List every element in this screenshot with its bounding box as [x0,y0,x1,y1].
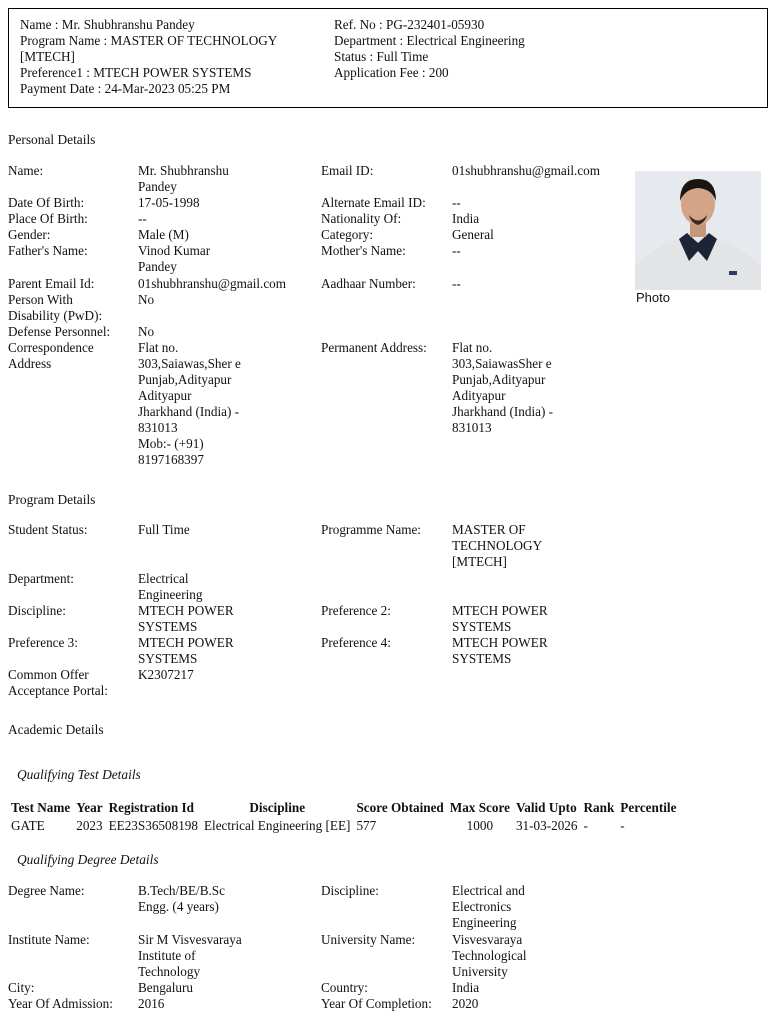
email-value: 01shubhranshu@gmail.com [452,163,601,178]
value-line: SYSTEMS [452,651,512,666]
cell-rank: - [583,818,588,833]
photo-caption: Photo [636,290,670,305]
preference-4-label: Preference 4: [321,635,391,650]
preference-3-label: Preference 3: [8,635,78,650]
col-year: Year [76,800,103,815]
address-line: Adityapur [452,388,506,403]
value-line: Electronics [452,899,512,914]
mother-name-value: -- [452,243,461,258]
header-preference1: Preference1 : MTECH POWER SYSTEMS [20,65,252,80]
department-value [138,571,202,603]
col-rank: Rank [583,800,615,815]
address-line: Punjab,Adityapur [452,372,546,387]
col-valid-upto: Valid Upto [515,800,577,815]
gender-value: Male (M) [138,227,189,242]
header-payment-date: Payment Date : 24-Mar-2023 05:25 PM [20,81,231,96]
dob-value: 17-05-1998 [138,195,200,210]
coap-value: K2307217 [138,667,194,682]
cell-registration-id: EE23S36508198 [108,818,198,833]
correspondence-address-value [138,340,241,468]
pwd-label: Person With Disability (PwD): [8,292,103,323]
value-line: MTECH POWER [452,635,548,650]
col-max-score: Max Score [449,800,510,815]
value-line: Technology [138,964,201,979]
degree-name-value [138,883,225,915]
address-line: Flat no. [452,340,493,355]
address-line: Mob:- (+91) [138,436,204,451]
institute-name-value [138,932,242,980]
city-label: City: [8,980,35,995]
programme-name-value [452,522,542,570]
degree-name-label: Degree Name: [8,883,85,898]
pob-label: Place Of Birth: [8,211,88,226]
col-registration-id: Registration Id [108,800,194,815]
year-of-completion-value: 2020 [452,996,479,1011]
header-application-fee: Application Fee : 200 [334,65,449,80]
student-status-label: Student Status: [8,522,88,537]
col-score-obtained: Score Obtained [356,800,444,815]
cell-test-name: GATE [11,818,45,833]
value-line: Engineering [138,587,203,602]
program-details-title: Program Details [8,492,96,507]
address-line: Adityapur [138,388,192,403]
discipline-label: Discipline: [8,603,66,618]
defense-personnel-label: Defense Personnel: [8,324,111,339]
col-discipline: Discipline [249,800,306,815]
nationality-label: Nationality Of: [321,211,402,226]
application-header [8,8,768,108]
value-line: Engineering [452,915,517,930]
programme-name-label: Programme Name: [321,522,421,537]
value-line: SYSTEMS [452,619,512,634]
degree-discipline-value [452,883,525,931]
pob-value: -- [138,211,147,226]
cell-max-score: 1000 [466,818,494,833]
city-value: Bengaluru [138,980,193,995]
personal-details-title: Personal Details [8,132,96,147]
col-test-name: Test Name [11,800,71,815]
value-line: Visvesvaraya [452,932,523,947]
preference-2-value [452,603,548,635]
cell-discipline: Electrical Engineering [EE] [203,818,351,833]
value-line: SYSTEMS [138,619,198,634]
value-line: B.Tech/BE/B.Sc [138,883,225,898]
preference-2-label: Preference 2: [321,603,391,618]
name-label: Name: [8,163,44,178]
department-label: Department: [8,571,74,586]
aadhaar-value: -- [452,276,461,291]
permanent-address-value [452,340,553,436]
table-row [8,817,679,835]
country-label: Country: [321,980,368,995]
cell-score-obtained: 577 [356,818,377,833]
value-line: MTECH POWER [452,603,548,618]
cell-valid-upto: 31-03-2026 [515,818,578,833]
value-line: MTECH POWER [138,603,234,618]
gender-label: Gender: [8,227,51,242]
cell-percentile: - [620,818,625,833]
dob-label: Date Of Birth: [8,195,85,210]
permanent-address-label: Permanent Address: [321,340,427,355]
pwd-value: No [138,292,155,307]
alt-email-value: -- [452,195,461,210]
discipline-value [138,603,234,635]
year-of-completion-label: Year Of Completion: [321,996,432,1011]
value-line: TECHNOLOGY [452,538,543,553]
parent-email-value: 01shubhranshu@gmail.com [138,276,287,291]
header-program-name: Program Name : MASTER OF TECHNOLOGY [MTECH] [20,33,281,64]
email-label: Email ID: [321,163,374,178]
academic-details-title: Academic Details [8,722,104,737]
value-line: University [452,964,508,979]
header-right-column [334,17,764,81]
value-line: MTECH POWER [138,635,234,650]
table-header-row [8,799,679,817]
header-name: Name : Mr. Shubhranshu Pandey [20,17,195,32]
value-line: SYSTEMS [138,651,198,666]
address-line: Punjab,Adityapur [138,372,232,387]
mother-name-label: Mother's Name: [321,243,406,258]
category-value: General [452,227,494,242]
value-line: Electrical and [452,883,525,898]
name-value: Mr. Shubhranshu Pandey [138,163,229,194]
address-line: Jharkhand (India) - [138,404,240,419]
correspondence-address-label: Correspondence Address [8,340,94,371]
value-line: Institute of [138,948,196,963]
qualifying-test-table [8,799,679,835]
address-line: 831013 [452,420,492,435]
year-of-admission-value: 2016 [138,996,165,1011]
degree-discipline-label: Discipline: [321,883,379,898]
preference-3-value [138,635,234,667]
coap-label: Common Offer Acceptance Portal: [8,667,108,698]
university-name-label: University Name: [321,932,416,947]
applicant-photo-image [635,171,761,290]
col-percentile: Percentile [620,800,677,815]
cell-year: 2023 [76,818,103,833]
student-status-value: Full Time [138,522,190,537]
category-label: Category: [321,227,374,242]
preference-4-value [452,635,548,667]
alt-email-label: Alternate Email ID: [321,195,426,210]
address-line: 303,SaiawasSher e [452,356,552,371]
value-line: Electrical [138,571,189,586]
value-line: Technological [452,948,527,963]
address-line: 8197168397 [138,452,204,467]
header-left-column [20,17,320,97]
value-line: [MTECH] [452,554,507,569]
qualifying-degree-title: Qualifying Degree Details [17,852,159,867]
country-value: India [452,980,480,995]
value-line: MASTER OF [452,522,526,537]
header-status: Status : Full Time [334,49,429,64]
address-line: Flat no. [138,340,179,355]
university-name-value [452,932,527,980]
father-name-label: Father's Name: [8,243,88,258]
qualifying-test-title: Qualifying Test Details [17,767,141,782]
institute-name-label: Institute Name: [8,932,90,947]
applicant-photo [635,171,761,290]
address-line: 303,Saiawas,Sher e [138,356,241,371]
aadhaar-label: Aadhaar Number: [321,276,416,291]
year-of-admission-label: Year Of Admission: [8,996,113,1011]
header-department: Department : Electrical Engineering [334,33,525,48]
value-line: Engg. (4 years) [138,899,219,914]
address-line: Jharkhand (India) - [452,404,554,419]
nationality-value: India [452,211,480,226]
parent-email-label: Parent Email Id: [8,276,95,291]
value-line: Sir M Visvesvaraya [138,932,242,947]
defense-personnel-value: No [138,324,155,339]
father-name-value: Vinod Kumar Pandey [138,243,211,274]
header-ref-no: Ref. No : PG-232401-05930 [334,17,485,32]
address-line: 831013 [138,420,178,435]
